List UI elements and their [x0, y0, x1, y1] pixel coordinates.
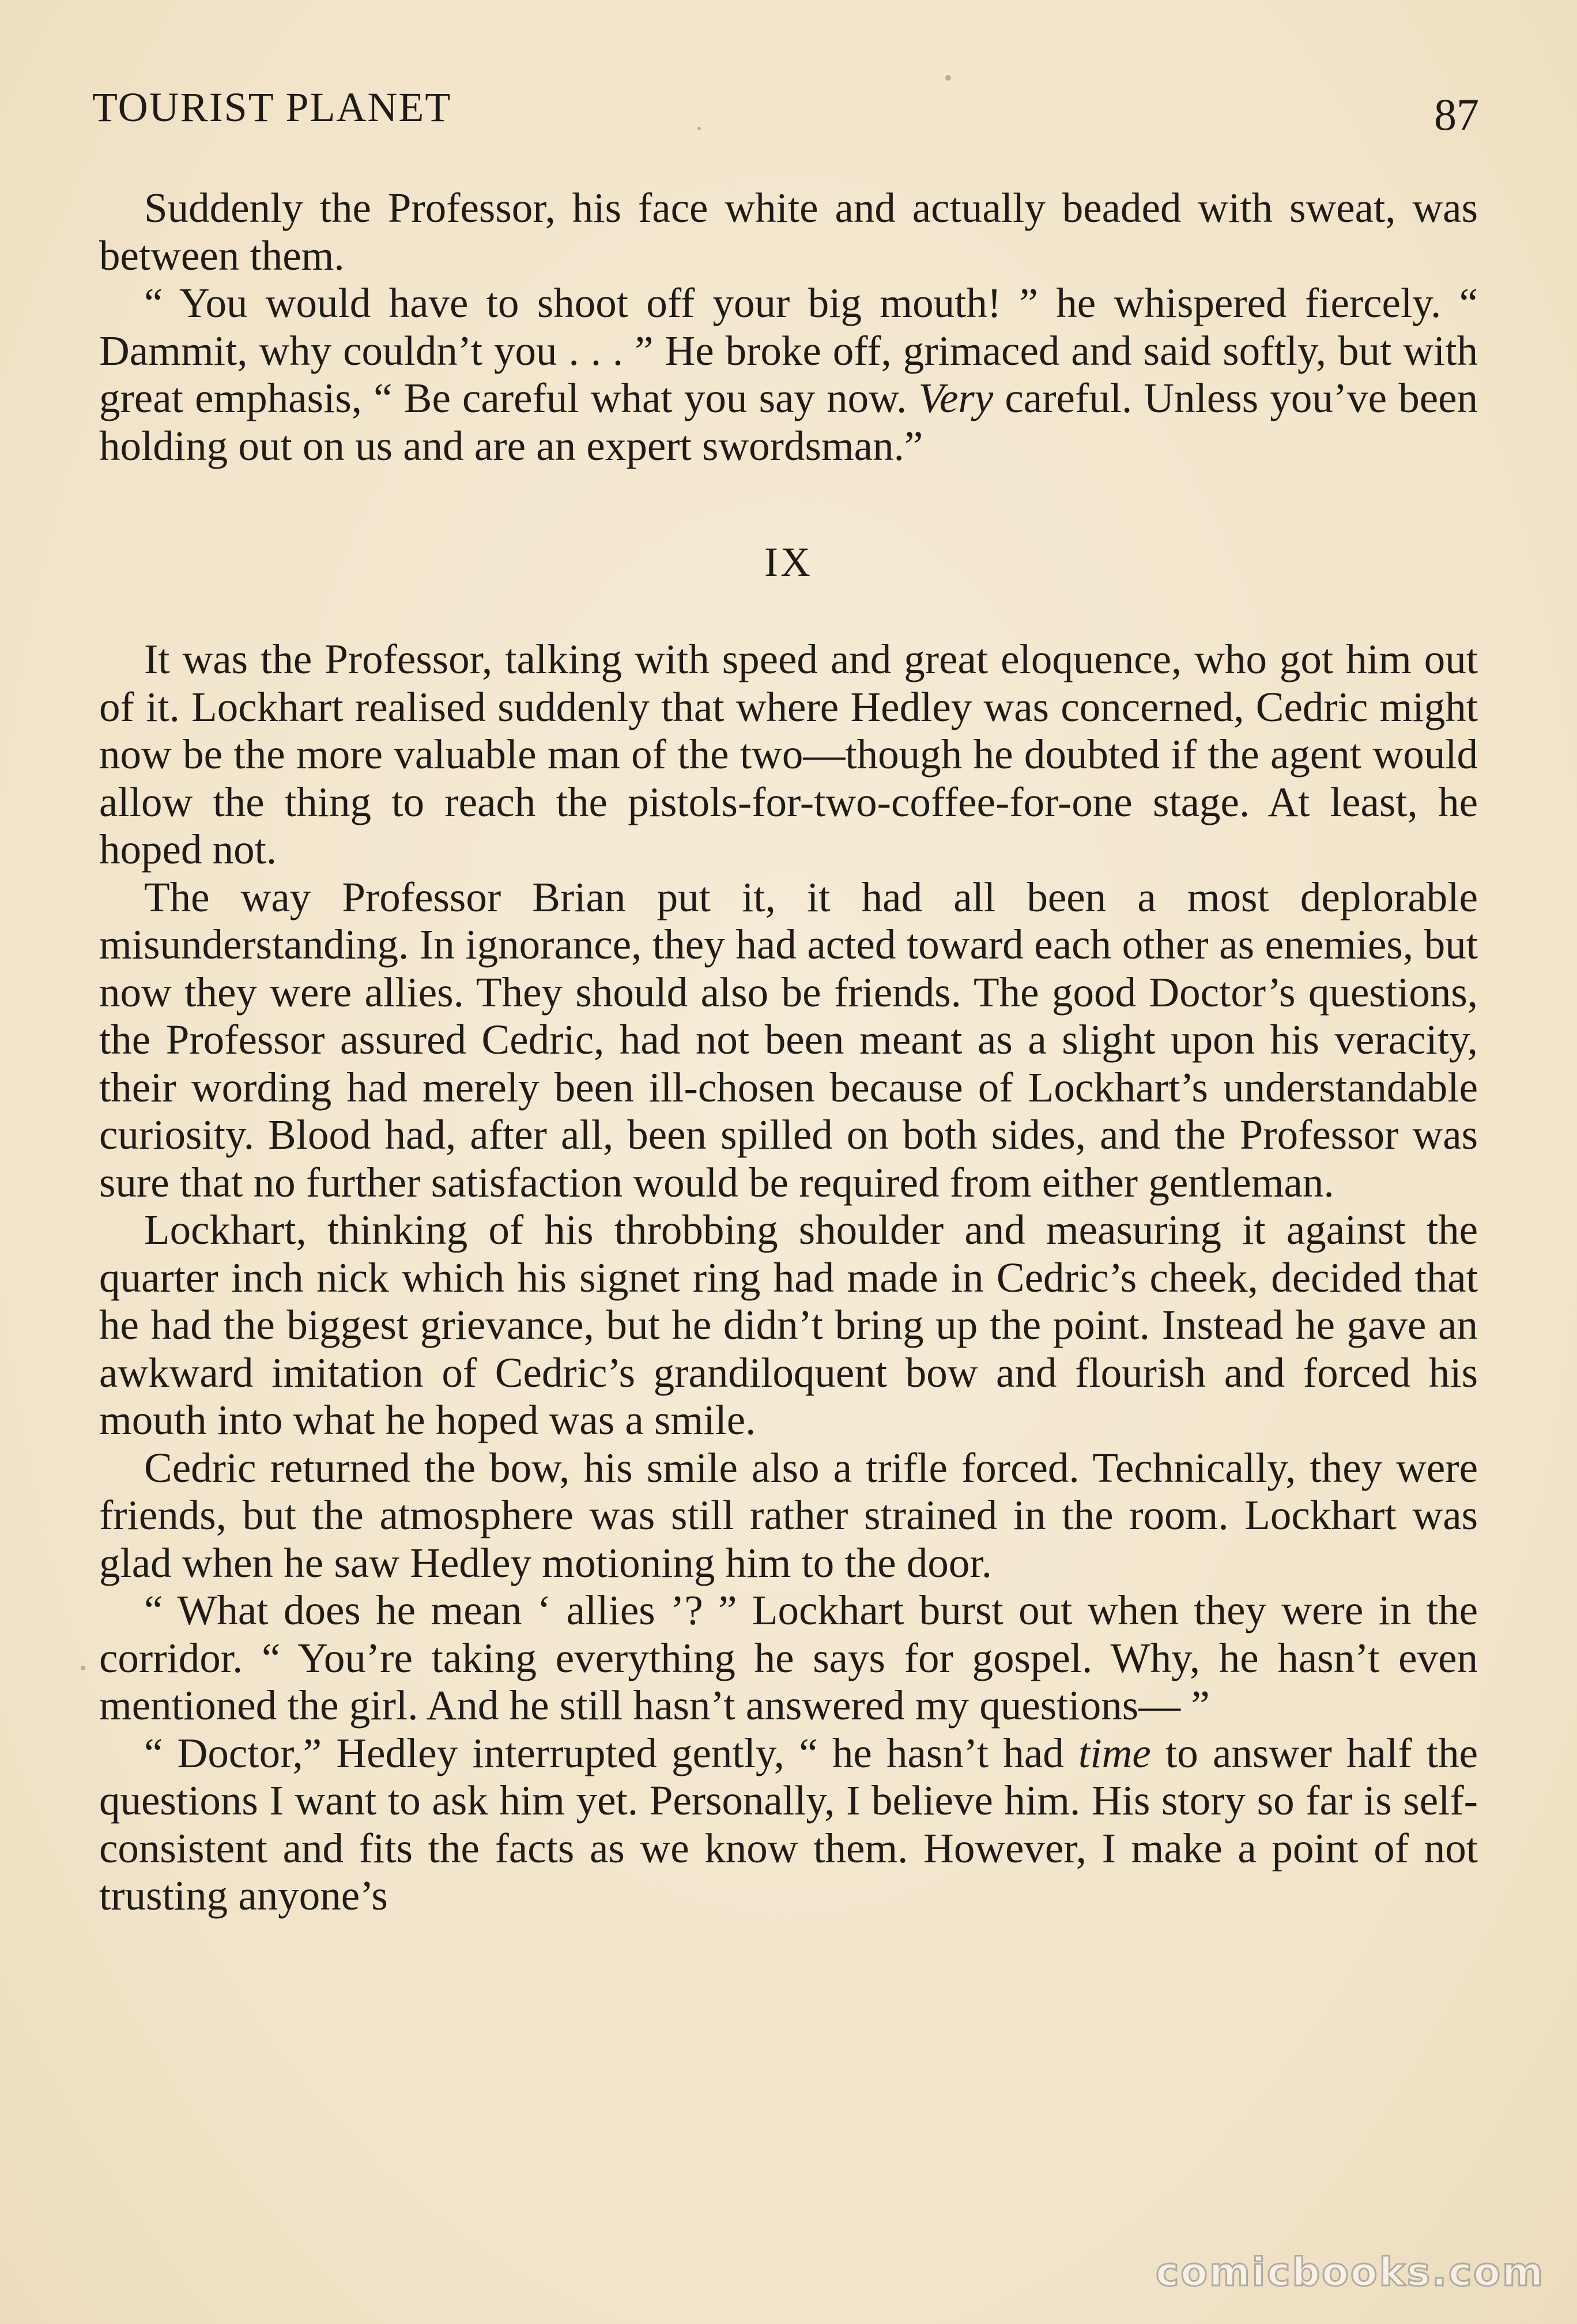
paragraph-text: Cedric returned the bow, his smile also a trifle forced. Technically, they were friends, but the atmosphere was still rather strained in the room. Lockhart was glad when he saw Hedley motioning him to the door. — [99, 1444, 1478, 1586]
paragraph-text: Lockhart, thinking of his throbbing shoulder and measuring it against the quarter inch nick which his signet ring had made in Cedric’s cheek, decided that he had the biggest grievance, but he didn’t bring up the point. Instead he gave an awkward imitation of Cedric’s grandiloquent bow and flourish and forced his mouth into what he hoped was a smile. — [99, 1206, 1478, 1443]
paragraph — [99, 184, 1478, 280]
paragraph — [99, 874, 1478, 1207]
page-number: 87 — [1434, 89, 1479, 139]
paragraph-text: Suddenly the Professor, his face white and actually beaded with sweat, was between them. — [99, 184, 1478, 279]
paragraph-text: “ You would have to shoot off your big mouth! ” he whispered fiercely. “ Dammit, why couldn’t you . . . ” He broke off, grimaced and said softly, but with great emphasis, “ Be careful what you say now. — [99, 280, 1478, 421]
paragraph — [99, 1730, 1478, 1920]
paper-speck — [945, 75, 951, 81]
paragraph — [99, 1206, 1478, 1444]
paragraph-text: The way Professor Brian put it, it had all been a most deplorable misunderstanding. In ignorance, they had acted toward each other as enemies, but now they were allies. They should also be friends. The good Doctor’s questions, the Professor assured Cedric, had not been meant as a slight upon his veracity, their wording had merely been ill-chosen because of Lockhart’s understandable curiosity. Blood had, after all, been spilled on both sides, and the Professor was sure that no further satisfaction would be required from either gentleman. — [99, 873, 1478, 1206]
body-text — [99, 184, 1478, 1920]
paragraph — [99, 280, 1478, 470]
paragraph — [99, 1444, 1478, 1587]
paragraph-text: to answer half the questions I want to ask him yet. Personally, I believe him. His story so far is self-consistent and fits the facts as we know them. However, I make a point of not trusting anyone’s — [99, 1729, 1478, 1919]
paragraph-text: “ What does he mean ‘ allies ’? ” Lockhart burst out when they were in the corridor. “ You’re taking everything he says for gospel. Why, he hasn’t even mentioned the girl. And he still hasn’t answered my questions— ” — [99, 1587, 1478, 1729]
paragraph-text: It was the Professor, talking with speed and great eloquence, who got him out of it. Lockhart realised suddenly that where Hedley was concerned, Cedric might now be the more valuable man of the two—though he doubted if the agent would allow the thing to reach the pistols-for-two-coffee-for-one stage. At least, he hoped not. — [99, 636, 1478, 873]
paragraph — [99, 636, 1478, 874]
paper-speck — [81, 1666, 85, 1670]
emphasis-text: Very — [918, 375, 994, 421]
section-heading: IX — [764, 539, 813, 585]
emphasis-text: time — [1078, 1729, 1151, 1776]
paper-speck — [697, 127, 701, 130]
paragraph-text: careful. Unless you’ve been holding out on us and are an expert swordsman.” — [99, 375, 1478, 469]
watermark-logo: comicbooks.com — [1155, 2250, 1545, 2295]
running-title: TOURIST PLANET — [92, 84, 452, 130]
paragraph — [99, 1587, 1478, 1730]
paragraph-text: “ Doctor,” Hedley interrupted gently, “ he hasn’t had — [144, 1729, 1064, 1776]
